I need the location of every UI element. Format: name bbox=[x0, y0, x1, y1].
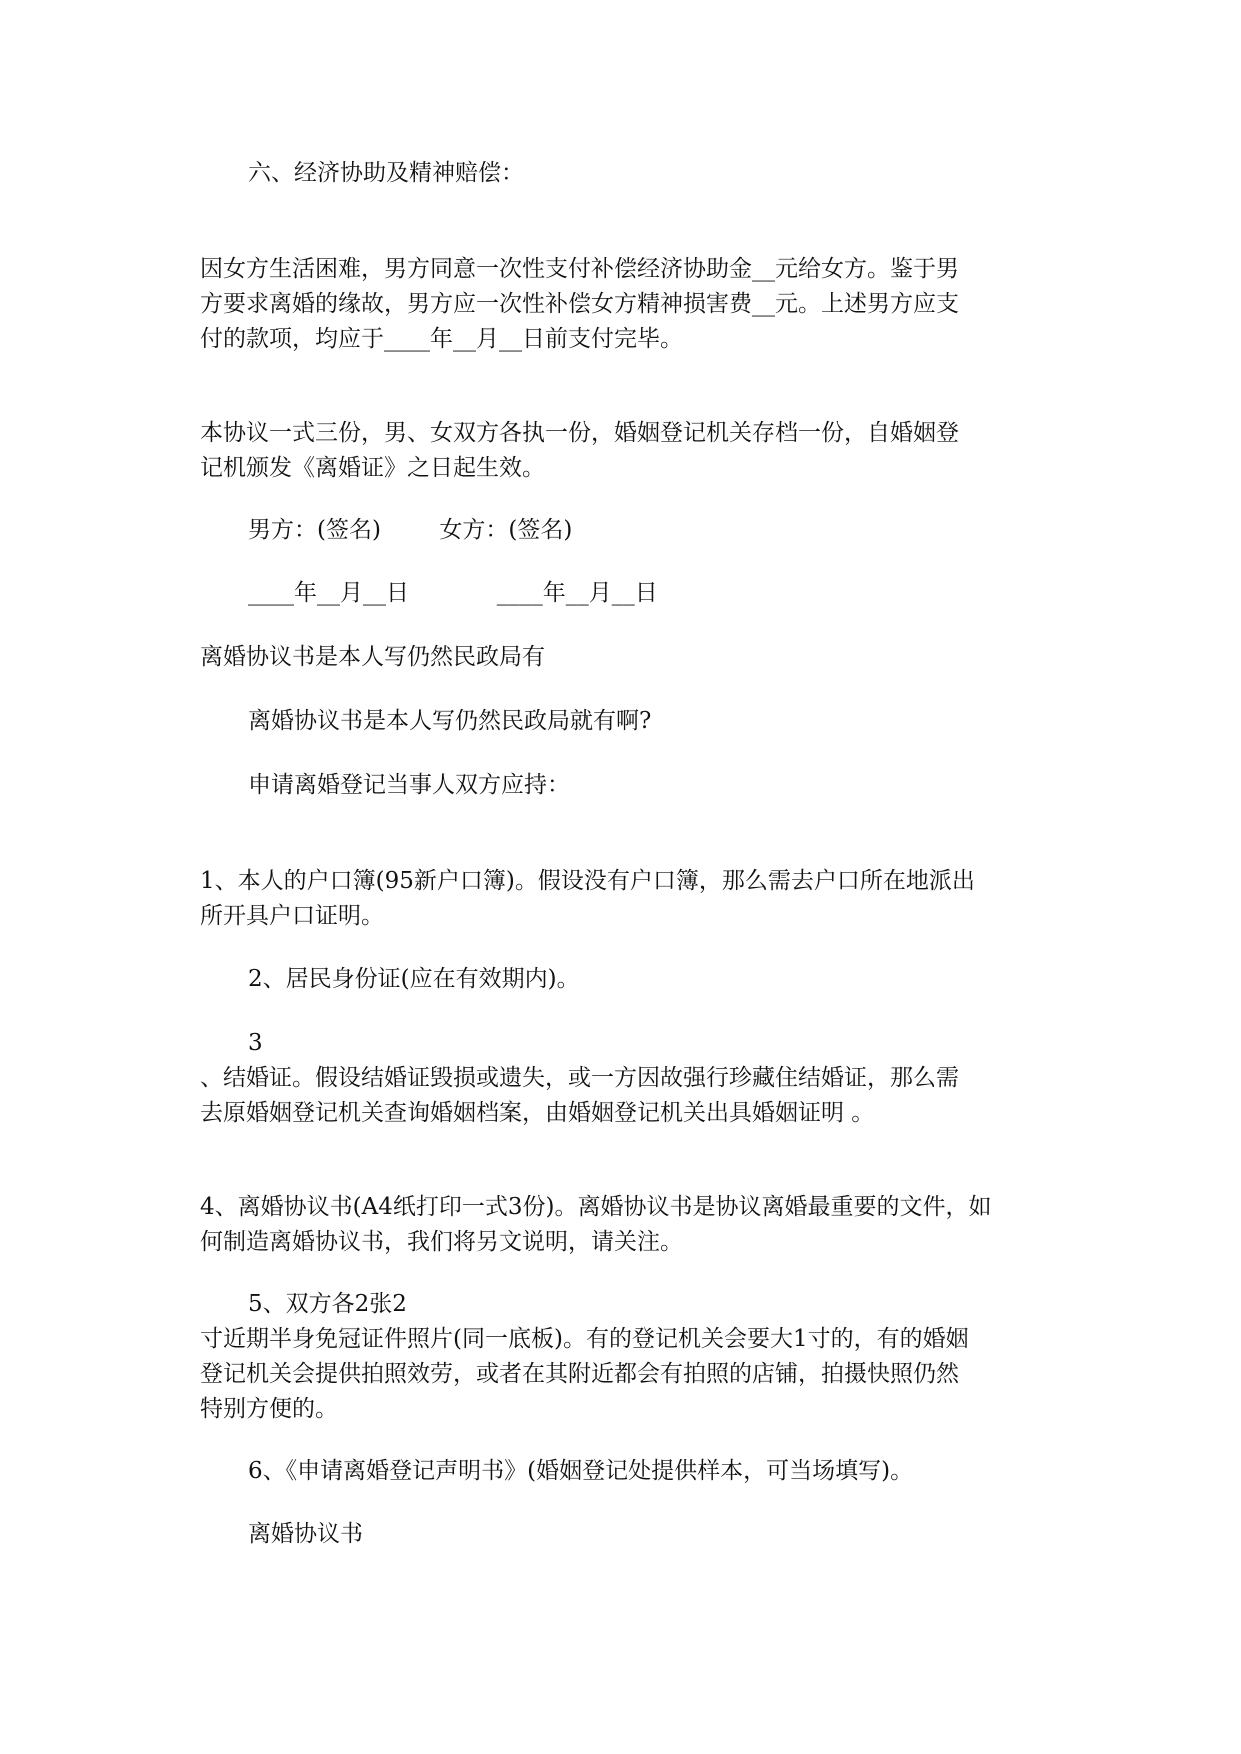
paragraph-line: 付的款项，均应于____年__月__日前支付完毕。 bbox=[200, 326, 683, 352]
paragraph-line: 方要求离婚的缘故，男方应一次性补偿女方精神损害费__元。上述男方应支 bbox=[200, 291, 959, 317]
paragraph-line: 记机颁发《离婚证》之日起生效。 bbox=[200, 455, 545, 481]
list-item: 登记机关会提供拍照效劳，或者在其附近都会有拍照的店铺，拍摄快照仍然 bbox=[200, 1361, 959, 1387]
list-item: 6、《申请离婚登记声明书》(婚姻登记处提供样本，可当场填写)。 bbox=[248, 1458, 914, 1484]
paragraph-line: 申请离婚登记当事人双方应持： bbox=[248, 772, 570, 798]
list-item: 3 bbox=[248, 1030, 263, 1056]
list-item: 、结婚证。假设结婚证毁损或遗失，或一方因故强行珍藏住结婚证，那么需 bbox=[200, 1065, 959, 1091]
list-item: 特别方便的。 bbox=[200, 1396, 338, 1422]
list-item: 5、双方各2张2 bbox=[248, 1291, 407, 1317]
paragraph-line: 离婚协议书是本人写仍然民政局就有啊? bbox=[248, 708, 652, 734]
list-item: 寸近期半身免冠证件照片(同一底板)。有的登记机关会要大1寸的，有的婚姻 bbox=[200, 1326, 969, 1352]
list-item: 所开具户口证明。 bbox=[200, 903, 384, 929]
list-item: 去原婚姻登记机关查询婚姻档案，由婚姻登记机关出具婚姻证明 。 bbox=[200, 1100, 875, 1126]
section-heading: 离婚协议书 bbox=[248, 1521, 363, 1547]
section-heading: 六、经济协助及精神赔偿： bbox=[248, 160, 524, 186]
list-item: 2、居民身份证(应在有效期内)。 bbox=[248, 966, 580, 992]
list-item: 4、离婚协议书(A4纸打印一式3份)。离婚协议书是协议离婚最重要的文件，如 bbox=[200, 1194, 992, 1220]
list-item: 何制造离婚协议书，我们将另文说明，请关注。 bbox=[200, 1229, 683, 1255]
subtitle: 离婚协议书是本人写仍然民政局有 bbox=[200, 644, 545, 670]
signature-line: 男方：(签名) 女方：(签名) bbox=[248, 517, 573, 543]
paragraph-line: 因女方生活困难，男方同意一次性支付补偿经济协助金__元给女方。鉴于男 bbox=[200, 256, 959, 282]
list-item: 1、本人的户口簿(95新户口簿)。假设没有户口簿，那么需去户口所在地派出 bbox=[200, 868, 975, 894]
paragraph-line: 本协议一式三份，男、女双方各执一份，婚姻登记机关存档一份，自婚姻登 bbox=[200, 420, 959, 446]
date-line: ____年__月__日 ____年__月__日 bbox=[248, 580, 658, 606]
